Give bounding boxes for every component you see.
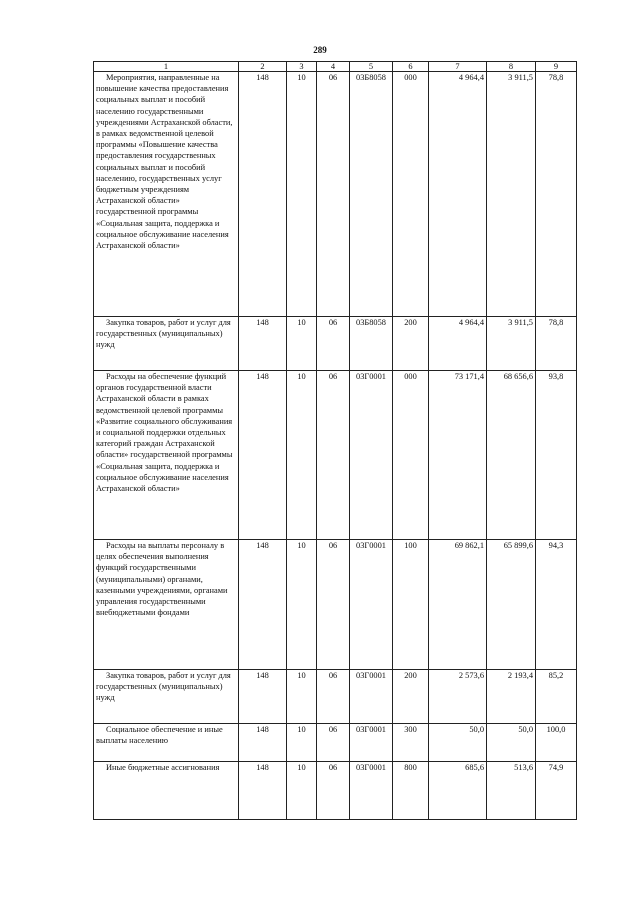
cell-section: 10 [287,762,317,820]
cell-subsection: 06 [317,762,350,820]
cell-percent: 100,0 [536,724,577,762]
cell-section: 10 [287,317,317,371]
cell-percent: 85,2 [536,670,577,724]
page-number: 289 [313,45,327,55]
cell-executed: 513,6 [487,762,536,820]
cell-target-article: 03Г0001 [350,540,393,670]
column-header-9: 9 [536,62,577,72]
column-header-1: 1 [94,62,239,72]
cell-subsection: 06 [317,72,350,317]
cell-ministry-code: 148 [239,762,287,820]
cell-subsection: 06 [317,540,350,670]
cell-ministry-code: 148 [239,371,287,540]
cell-target-article: 03Б8058 [350,72,393,317]
cell-ministry-code: 148 [239,72,287,317]
column-header-5: 5 [350,62,393,72]
cell-approved: 50,0 [429,724,487,762]
column-header-7: 7 [429,62,487,72]
cell-expense-type: 100 [393,540,429,670]
budget-table [93,61,577,820]
cell-approved: 685,6 [429,762,487,820]
cell-subsection: 06 [317,670,350,724]
cell-target-article: 03Б8058 [350,317,393,371]
cell-expense-type: 200 [393,670,429,724]
cell-target-article: 03Г0001 [350,762,393,820]
cell-executed: 68 656,6 [487,371,536,540]
cell-section: 10 [287,540,317,670]
cell-approved: 73 171,4 [429,371,487,540]
table-row [94,724,577,762]
cell-executed: 50,0 [487,724,536,762]
row-name: Закупка товаров, работ и услуг для государственных (муниципальных) нужд [94,670,239,724]
cell-percent: 74,9 [536,762,577,820]
column-header-6: 6 [393,62,429,72]
header-row [94,62,577,72]
row-name: Расходы на выплаты персоналу в целях обеспечения выполнения функций государственными (муниципальными) органами, казенными учреждениями, органами управления государственными внебюджетными фондами [94,540,239,670]
cell-executed: 3 911,5 [487,317,536,371]
cell-percent: 78,8 [536,317,577,371]
row-name: Расходы на обеспечение функций органов государственной власти Астраханской области в рамках ведомственной целевой программы «Развитие социального обслуживания и социальной поддержки отдельных категорий граждан Астраханской области» государственной программы «Социальная защита, поддержка и социальное обслуживание населения Астраханской области» [94,371,239,540]
cell-percent: 78,8 [536,72,577,317]
cell-target-article: 03Г0001 [350,724,393,762]
cell-target-article: 03Г0001 [350,371,393,540]
cell-ministry-code: 148 [239,724,287,762]
row-name: Социальное обеспечение и иные выплаты населению [94,724,239,762]
row-name: Иные бюджетные ассигнования [94,762,239,820]
column-header-4: 4 [317,62,350,72]
table-row [94,670,577,724]
row-name: Мероприятия, направленные на повышение качества предоставления социальных выплат и пособий населению государственными учреждениями Астраханской области, в рамках ведомственной целевой программы «Повышение качества предоставления государственных социальных выплат и пособий населению, государственных услуг бюджетным учреждениям Астраханской области» государственной программы «Социальная защита, поддержка и социальное обслуживание населения Астраханской области» [94,72,239,317]
cell-section: 10 [287,72,317,317]
cell-executed: 3 911,5 [487,72,536,317]
cell-subsection: 06 [317,371,350,540]
column-header-2: 2 [239,62,287,72]
cell-target-article: 03Г0001 [350,670,393,724]
cell-expense-type: 800 [393,762,429,820]
column-header-3: 3 [287,62,317,72]
cell-expense-type: 200 [393,317,429,371]
cell-executed: 2 193,4 [487,670,536,724]
cell-approved: 69 862,1 [429,540,487,670]
table-row [94,762,577,820]
cell-section: 10 [287,670,317,724]
cell-expense-type: 000 [393,371,429,540]
column-header-8: 8 [487,62,536,72]
table-row [94,317,577,371]
cell-approved: 4 964,4 [429,72,487,317]
cell-subsection: 06 [317,724,350,762]
cell-percent: 93,8 [536,371,577,540]
table-row [94,540,577,670]
cell-ministry-code: 148 [239,670,287,724]
cell-expense-type: 300 [393,724,429,762]
row-name: Закупка товаров, работ и услуг для государственных (муниципальных) нужд [94,317,239,371]
cell-approved: 4 964,4 [429,317,487,371]
cell-percent: 94,3 [536,540,577,670]
cell-approved: 2 573,6 [429,670,487,724]
cell-subsection: 06 [317,317,350,371]
cell-section: 10 [287,371,317,540]
cell-expense-type: 000 [393,72,429,317]
cell-ministry-code: 148 [239,540,287,670]
table-row [94,371,577,540]
cell-executed: 65 899,6 [487,540,536,670]
cell-ministry-code: 148 [239,317,287,371]
cell-section: 10 [287,724,317,762]
table-row [94,72,577,317]
